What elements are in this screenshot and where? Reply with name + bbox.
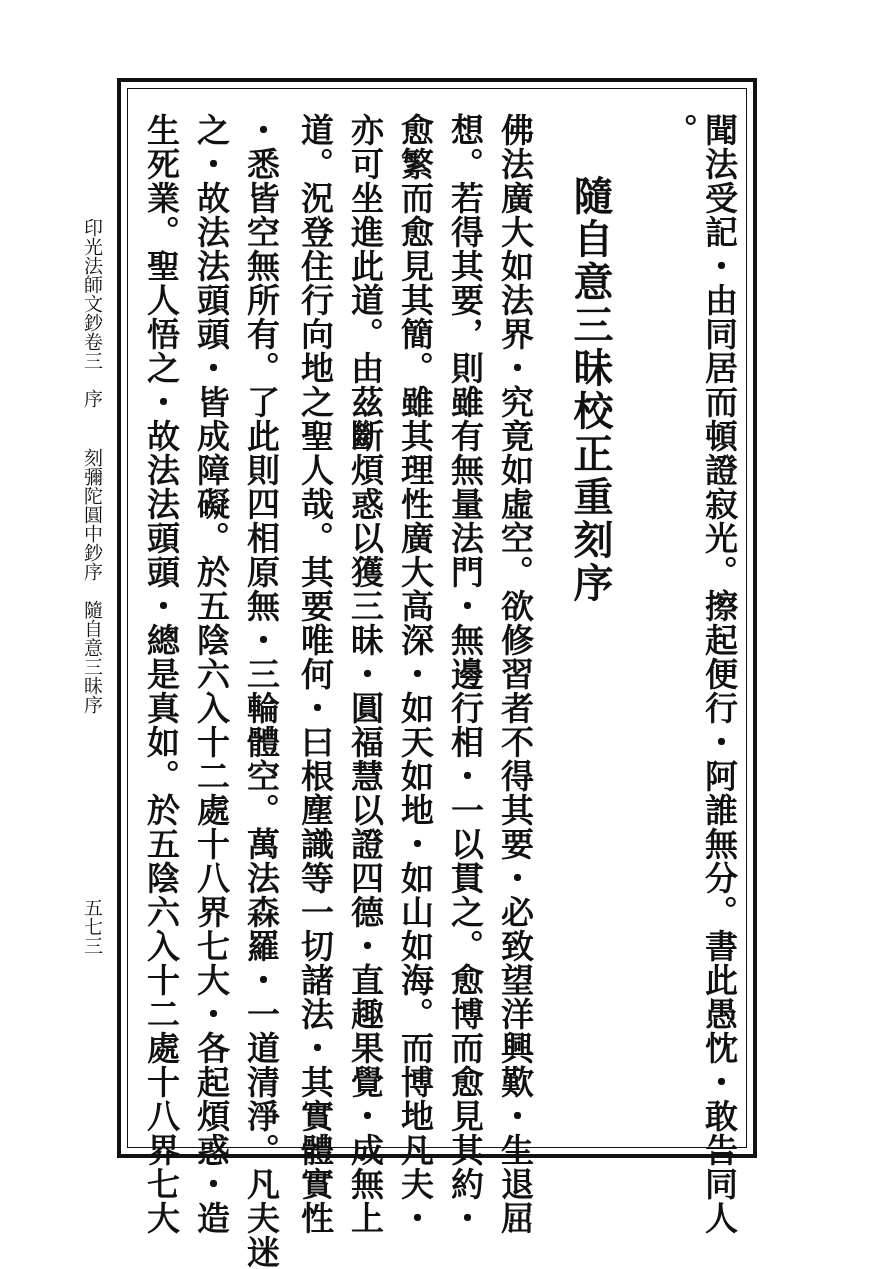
text-column-4: 佛法廣大如法界・究竟如虛空。欲修習者不得其要・必致望洋興歎・生退屈 <box>496 113 535 1235</box>
text-column-7: 亦可坐進此道。由茲斷煩惑以獲三昧・圓福慧以證四德・直趣果覺・成無上 <box>346 113 385 1235</box>
text-column-5: 想。若得其要，則雖有無量法門・無邊行相・一以貫之。愈博而愈見其約・ <box>446 113 485 1235</box>
page-number: 五七三 <box>81 898 103 955</box>
text-column-10: 之・故法法頭頭・皆成障礙。於五陰六入十二處十八界七大・各起煩惑・造 <box>192 113 231 1235</box>
text-column-9: ・悉皆空無所有。了此則四相原無・三輪體空。萬法森羅・一道清淨。凡夫迷 <box>242 113 281 1269</box>
margin-section-titles: 刻彌陀圓中鈔序 隨自意三昧序 <box>81 448 103 714</box>
text-column-2: 。 <box>660 113 699 147</box>
text-column-11: 生死業。聖人悟之・故法法頭頭・總是真如。於五陰六入十二處十八界七大 <box>142 113 181 1235</box>
margin-book-title: 印光法師文鈔卷三 序 <box>81 218 103 408</box>
text-column-6: 愈繁而愈見其簡。雖其理性廣大高深・如天如地・如山如海。而博地凡夫・ <box>396 113 435 1235</box>
text-column-8: 道。況登住行向地之聖人哉。其要唯何・曰根塵識等一切諸法・其實體實性 <box>296 113 335 1235</box>
text-column-1: 聞法受記・由同居而頓證寂光。擦起便行・阿誰無分。書此愚忱・敢告同人 <box>700 113 739 1235</box>
section-title: 隨自意三昧校正重刻序 <box>567 175 614 605</box>
